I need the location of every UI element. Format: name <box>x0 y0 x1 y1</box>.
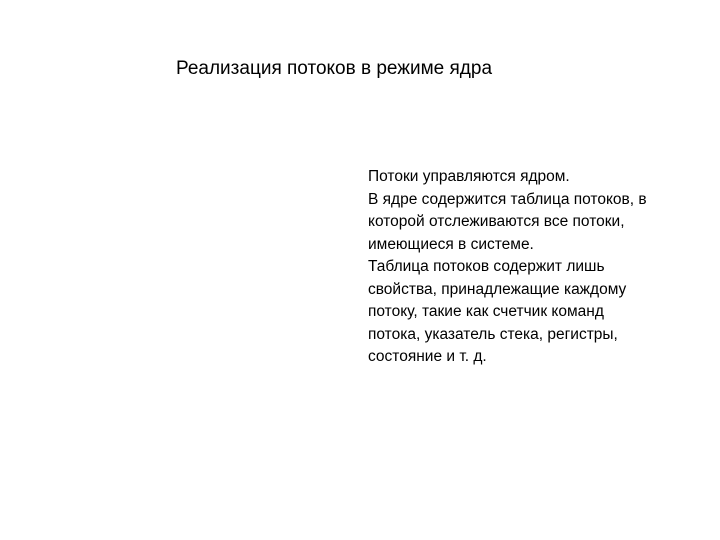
body-line: Таблица потоков содержит лишь <box>368 258 605 275</box>
body-line: потоку, такие как счетчик команд <box>368 303 604 320</box>
body-line: имеющиеся в системе. <box>368 235 534 253</box>
slide-title: Реализация потоков в режиме ядра <box>176 58 493 79</box>
slide-body-text <box>368 166 708 369</box>
body-line: которой отслеживаются все потоки, <box>368 213 625 230</box>
body-line: Потоки управляются ядром. <box>368 168 570 185</box>
body-line: В ядре содержится таблица потоков, в <box>368 190 647 208</box>
body-line: потока, указатель стека, регистры, <box>368 325 618 343</box>
body-line: свойства, принадлежащие каждому <box>368 280 627 298</box>
body-line: состояние и т. д. <box>368 348 487 365</box>
